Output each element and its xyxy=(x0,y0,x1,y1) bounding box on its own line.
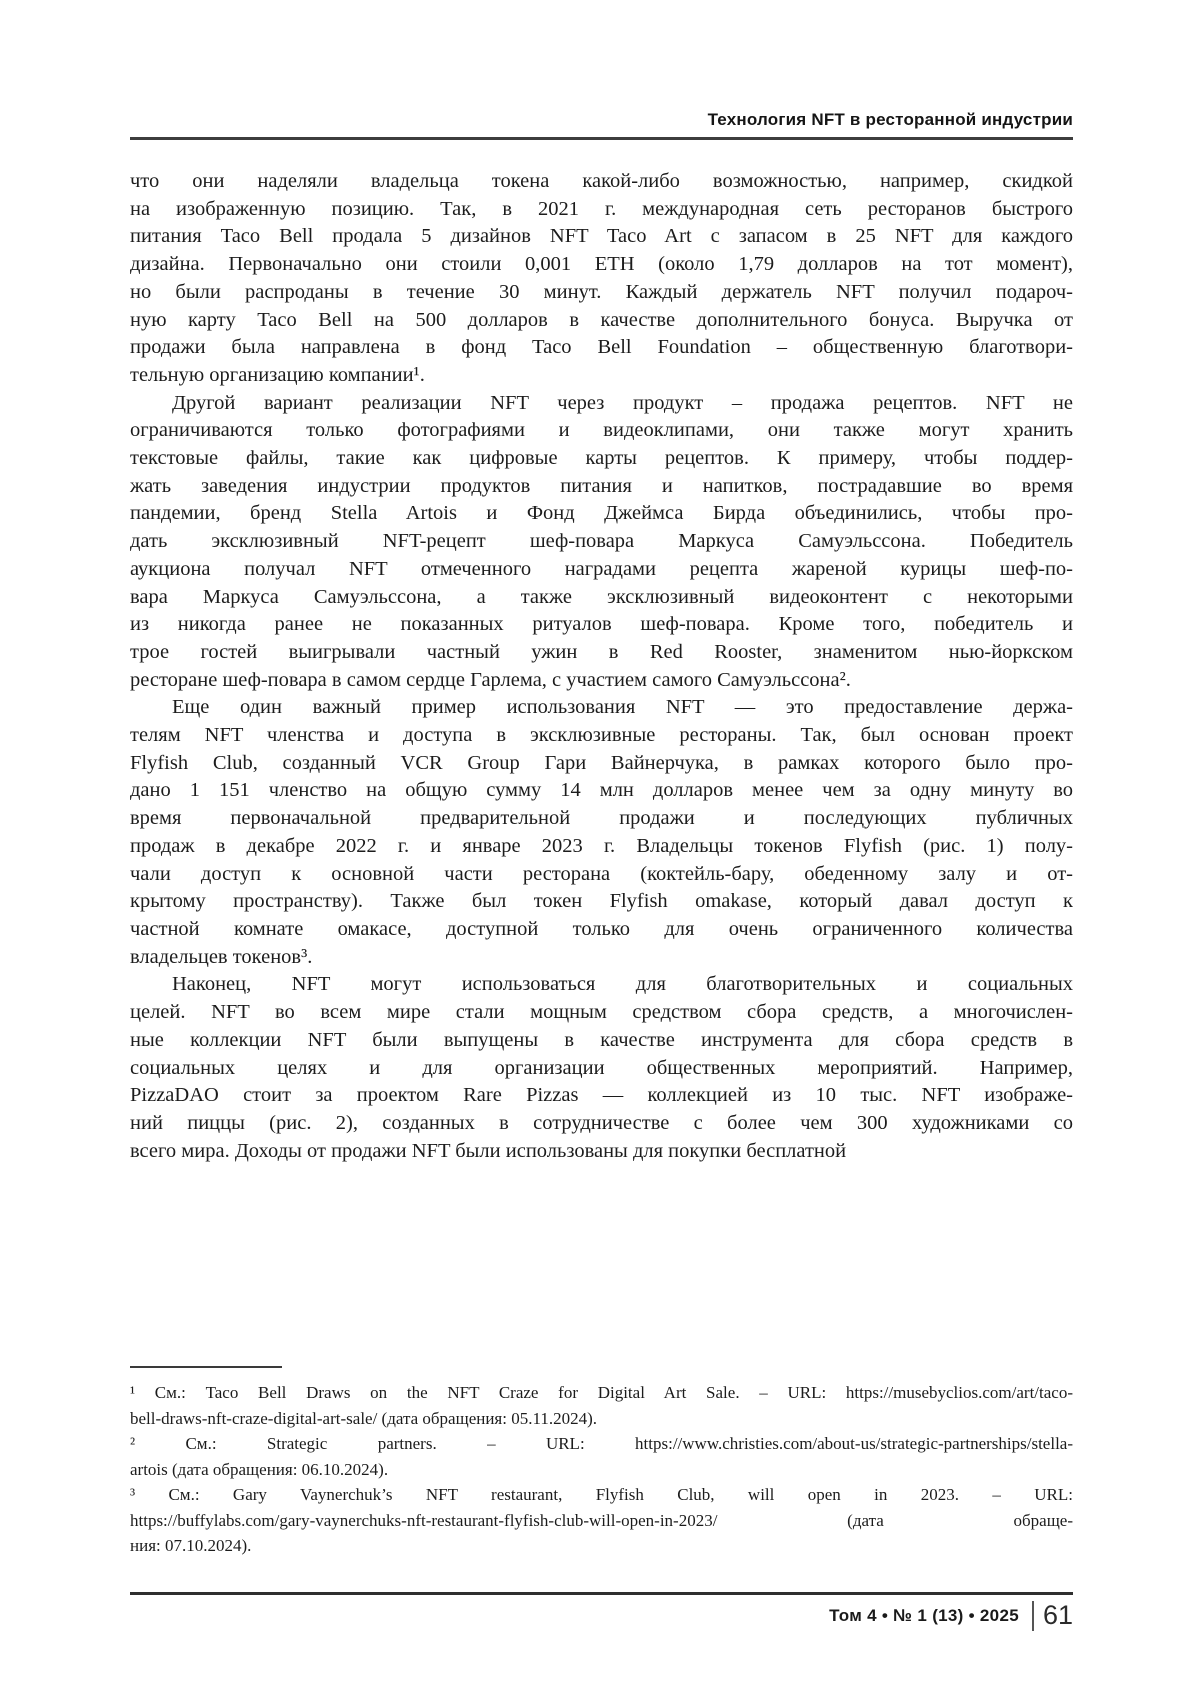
text-line: Flyfish Club, созданный VCR Group Гари Вайнерчука, в рамках которого было про- xyxy=(130,751,1073,774)
text-line: социальных целях и для организации общественных мероприятий. Например, xyxy=(130,1056,1073,1079)
running-header-title: Технология NFT в ресторанной индустрии xyxy=(707,110,1073,129)
text-line: но были распроданы в течение 30 минут. Каждый держатель NFT получил подароч- xyxy=(130,280,1073,303)
paragraph xyxy=(130,390,1073,695)
text-line: аукциона получал NFT отмеченного наградами рецепта жареной курицы шеф-по- xyxy=(130,557,1073,580)
text-line: дать эксклюзивный NFT-рецепт шеф-повара Маркуса Самуэльссона. Победитель xyxy=(130,530,1073,553)
text-line: дано 1 151 членство на общую сумму 14 млн долларов менее чем за одну минуту во xyxy=(130,779,1073,802)
text-line: что они наделяли владельца токена какой-либо возможностью, например, скидкой xyxy=(130,170,1073,192)
paragraph xyxy=(130,694,1073,971)
text-line: тельную организацию компании¹. xyxy=(130,363,425,386)
page-header xyxy=(130,110,1073,140)
footnotes xyxy=(130,1380,1073,1559)
text-line: питания Taco Bell продала 5 дизайнов NFT Taco Art с запасом в 25 NFT для каждого xyxy=(130,225,1073,248)
text-line: чали доступ к основной части ресторана (коктейль-бару, обеденному залу и от- xyxy=(130,862,1073,885)
text-line: из никогда ранее не показанных ритуалов шеф-повара. Кроме того, победитель и xyxy=(130,613,1073,636)
text-line: PizzaDAO стоит за проектом Rare Pizzas — коллекцией из 10 тыс. NFT изображе- xyxy=(130,1084,1073,1107)
text-line: всего мира. Доходы от продажи NFT были использованы для покупки бесплатной xyxy=(130,1139,847,1162)
footnote xyxy=(130,1482,1073,1559)
text-line: Еще один важный пример использования NFT — это предоставление держа- xyxy=(172,696,1073,719)
text-line: вара Маркуса Самуэльссона, а также эксклюзивный видеоконтент с некоторыми xyxy=(130,585,1073,608)
text-line: ограничиваются только фотографиями и видеоклипами, они также могут хранить xyxy=(130,419,1073,442)
text-line: владельцев токенов³. xyxy=(130,945,313,968)
text-line: текстовые файлы, такие как цифровые карты рецептов. К примеру, чтобы поддер- xyxy=(130,447,1073,470)
text-line: ³ См.: Gary Vaynerchuk’s NFT restaurant, Flyfish Club, will open in 2023. – URL: xyxy=(130,1485,1073,1504)
article-body xyxy=(130,168,1073,1165)
text-line: ные коллекции NFT были выпущены в качестве инструмента для сбора средств в xyxy=(130,1028,1073,1051)
text-line: ¹ См.: Taco Bell Draws on the NFT Craze for Digital Art Sale. – URL: https://musebyclios.com/art/taco- xyxy=(130,1383,1073,1402)
text-line: время первоначальной предварительной продажи и последующих публичных xyxy=(130,807,1073,830)
text-line: ний пиццы (рис. 2), созданных в сотрудничестве с более чем 300 художниками со xyxy=(130,1111,1073,1134)
paragraph xyxy=(130,971,1073,1165)
text-line: ния: 07.10.2024). xyxy=(130,1536,252,1555)
text-line: bell-draws-nft-craze-digital-art-sale/ (дата обращения: 05.11.2024). xyxy=(130,1408,598,1428)
page-number: 61 xyxy=(1042,1600,1073,1630)
text-line: ную карту Taco Bell на 500 долларов в качестве дополнительного бонуса. Выручка от xyxy=(130,308,1073,331)
text-line: https://buffylabs.com/gary-vaynerchuks-nft-restaurant-flyfish-club-will-open-in-2023/ (дата обраще- xyxy=(130,1510,1073,1530)
text-line: дизайна. Первоначально они стоили 0,001 ETH (около 1,79 долларов на тот момент), xyxy=(130,253,1073,276)
paragraph xyxy=(130,168,1073,390)
text-line: крытому пространству). Также был токен Flyfish omakase, который давал доступ к xyxy=(130,890,1073,913)
journal-citation: Том 4 • № 1 (13) • 2025 xyxy=(829,1605,1019,1625)
footer-divider xyxy=(1032,1601,1034,1631)
text-line: artois (дата обращения: 06.10.2024). xyxy=(130,1459,389,1479)
text-line: Другой вариант реализации NFT через продукт – продажа рецептов. NFT не xyxy=(172,391,1073,414)
text-line: продаж в декабре 2022 г. и январе 2023 г. Владельцы токенов Flyfish (рис. 1) полу- xyxy=(130,834,1073,857)
page-footer xyxy=(130,1592,1073,1631)
text-line: телям NFT членства и доступа в эксклюзивные рестораны. Так, был основан проект xyxy=(130,724,1073,747)
text-line: трое гостей выигрывали частный ужин в Red Rooster, знаменитом нью-йоркском xyxy=(130,640,1073,663)
text-line: целей. NFT во всем мире стали мощным средством сбора средств, а многочислен- xyxy=(130,1001,1073,1024)
footnote-separator xyxy=(130,1366,282,1368)
text-line: жать заведения индустрии продуктов питания и напитков, пострадавшие во время xyxy=(130,474,1073,497)
text-line: Наконец, NFT могут использоваться для благотворительных и социальных xyxy=(172,973,1073,996)
text-line: ресторане шеф-повара в самом сердце Гарлема, с участием самого Самуэльссона². xyxy=(130,668,851,691)
text-line: ² См.: Strategic partners. – URL: https://www.christies.com/about-us/strategic-partnerships/stella- xyxy=(130,1434,1073,1453)
text-line: продажи была направлена в фонд Taco Bell Foundation – общественную благотвори- xyxy=(130,336,1073,359)
text-line: на изображенную позицию. Так, в 2021 г. международная сеть ресторанов быстрого xyxy=(130,197,1073,220)
text-line: частной комнате омакасе, доступной только для очень ограниченного количества xyxy=(130,917,1073,940)
text-line: пандемии, бренд Stella Artois и Фонд Джеймса Бирда объединились, чтобы про- xyxy=(130,502,1073,525)
footnote xyxy=(130,1431,1073,1482)
footnote xyxy=(130,1380,1073,1431)
